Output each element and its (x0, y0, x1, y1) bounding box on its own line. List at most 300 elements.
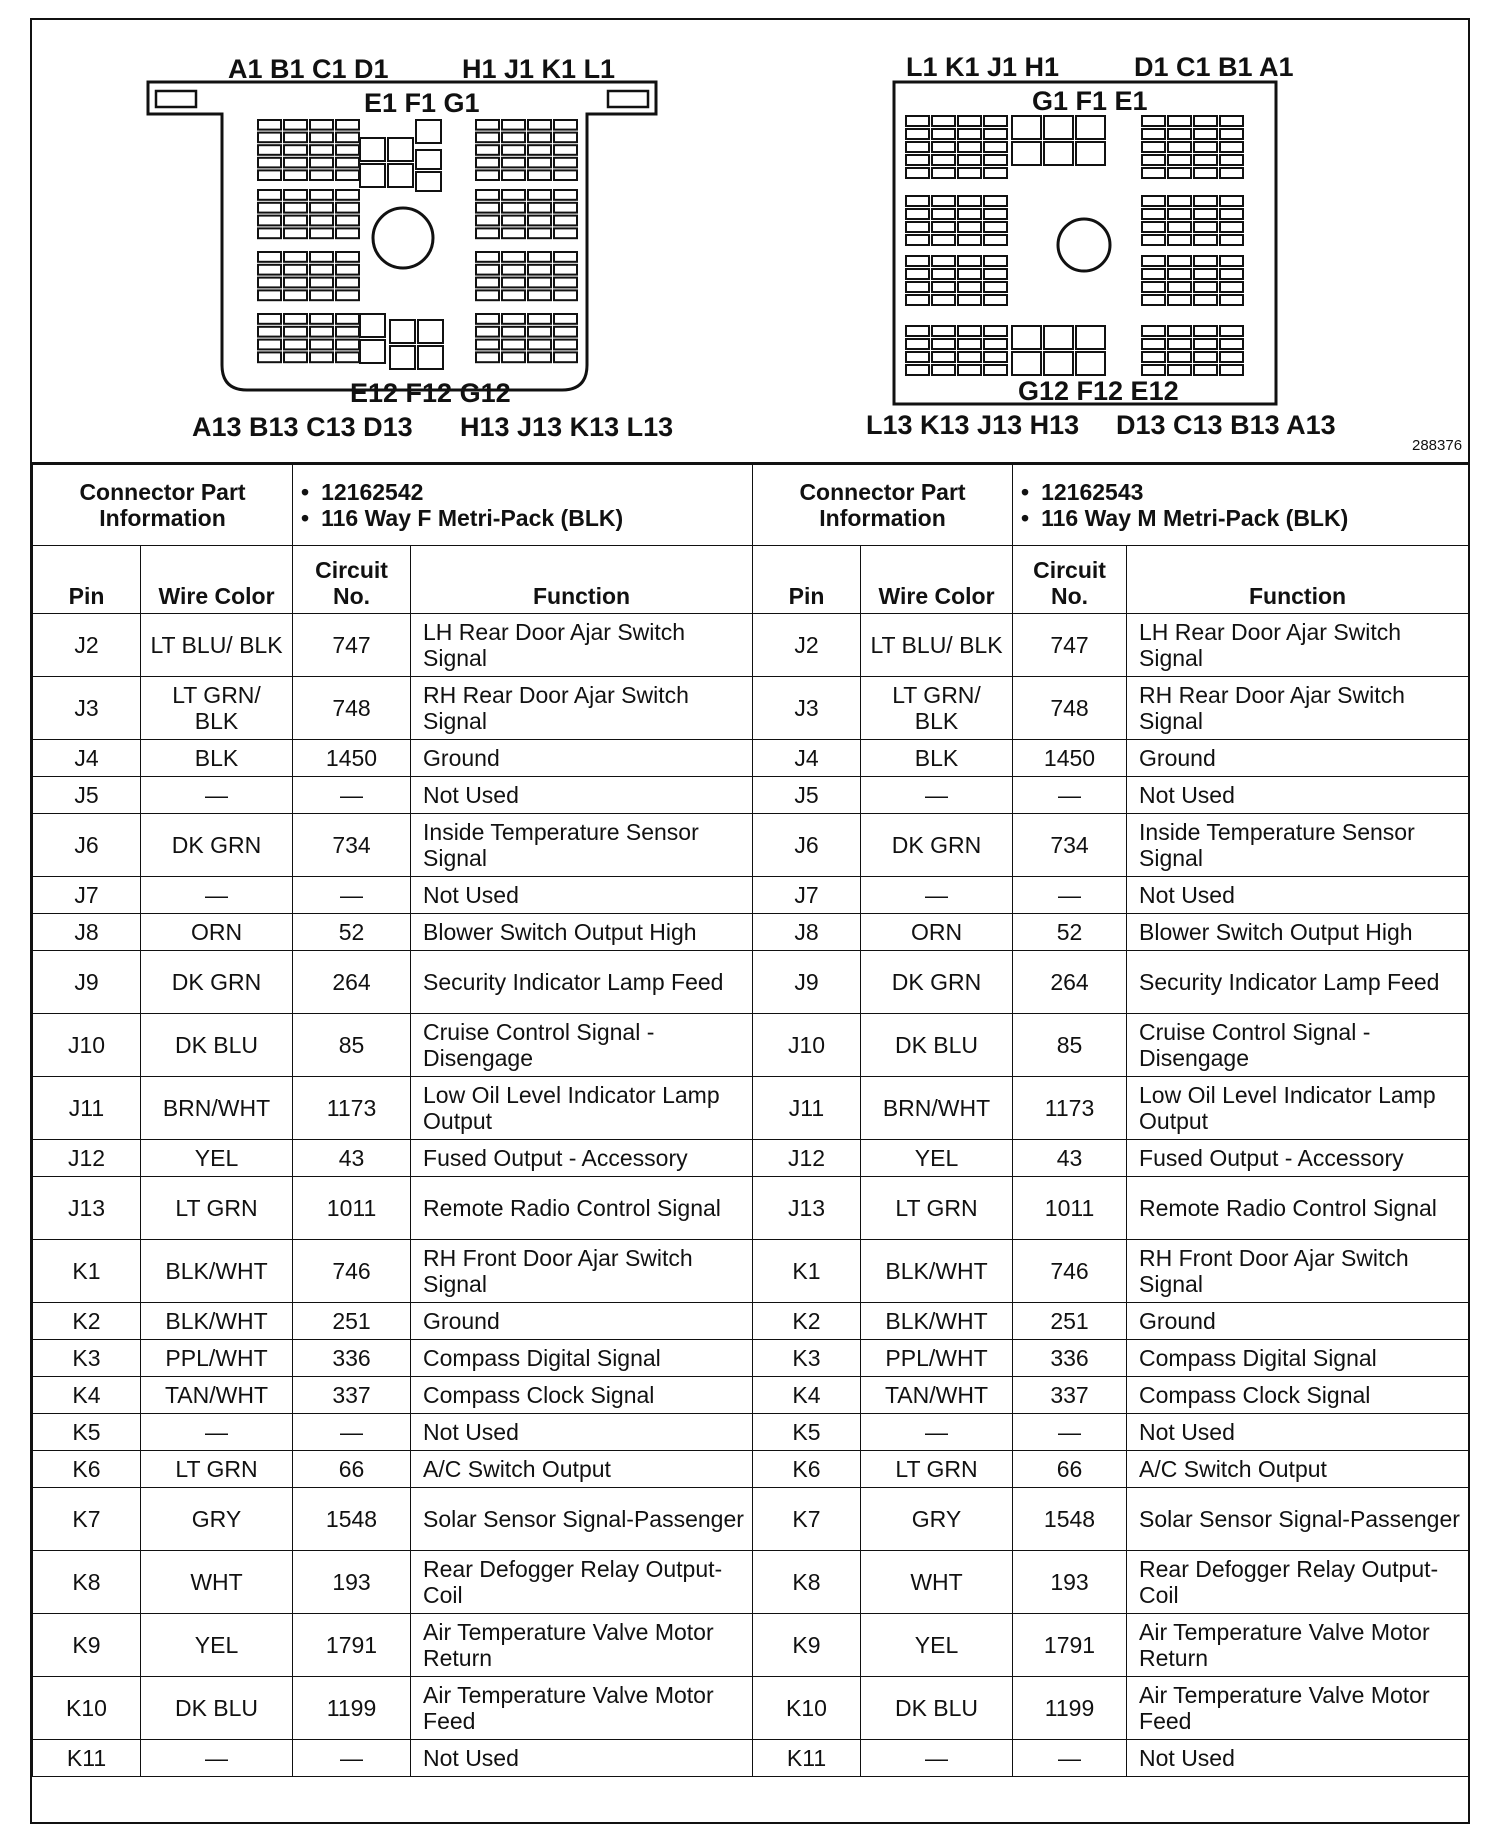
pin-cavity (476, 170, 499, 180)
function-cell: Compass Clock Signal (1127, 1377, 1469, 1414)
left-latch-slot (156, 91, 196, 107)
pin-cavity (932, 295, 955, 305)
function-cell: RH Rear Door Ajar Switch Signal (411, 677, 753, 740)
function-cell: Cruise Control Signal - Disengage (411, 1014, 753, 1077)
pin-cavity (1168, 235, 1191, 245)
pin-cavity (1142, 235, 1165, 245)
pin-cavity (932, 129, 955, 139)
pin-cell: J9 (753, 951, 861, 1014)
pin-cavity (932, 235, 955, 245)
pin-cell: K1 (753, 1240, 861, 1303)
table-row (753, 1340, 1469, 1377)
pin-cavity (1168, 142, 1191, 152)
pin-cavity (258, 327, 281, 337)
wire-color-cell: LT GRN (861, 1177, 1013, 1240)
pin-cavity (476, 278, 499, 288)
circuit-no-cell: 1011 (1013, 1177, 1127, 1240)
wire-color-cell: YEL (861, 1140, 1013, 1177)
pin-cavity (416, 150, 441, 169)
wire-color-cell: DK GRN (141, 814, 293, 877)
pin-cavity (284, 314, 307, 324)
pin-cavity (310, 290, 333, 300)
pin-cavity (932, 222, 955, 232)
pin-cavity (258, 252, 281, 262)
pin-cavity (554, 145, 577, 155)
circuit-no-cell: 747 (293, 614, 411, 677)
pin-cell: K1 (33, 1240, 141, 1303)
pin-cavity (1220, 339, 1243, 349)
pin-cavity (1168, 256, 1191, 266)
pin-cavity (284, 203, 307, 213)
figure-number: 288376 (1412, 437, 1463, 454)
pin-cavity (502, 145, 525, 155)
pin-cell: J3 (753, 677, 861, 740)
female-bottom-center-pin-labels: E12 F12 G12 (350, 378, 511, 408)
pin-cavity (502, 278, 525, 288)
circuit-no-cell: 43 (1013, 1140, 1127, 1177)
connector-info-row (33, 465, 753, 546)
function-cell: Ground (1127, 1303, 1469, 1340)
pin-cavity (502, 120, 525, 130)
table-row (33, 1177, 753, 1240)
pin-cavity (418, 320, 443, 343)
pin-cavity (958, 282, 981, 292)
pin-cavity (336, 228, 359, 238)
pin-cavity (336, 133, 359, 143)
pin-cell: K11 (753, 1740, 861, 1777)
pin-cell: J4 (753, 740, 861, 777)
pin-cavity (502, 133, 525, 143)
circuit-no-cell: 1450 (1013, 740, 1127, 777)
circuit-no-cell: 1548 (293, 1488, 411, 1551)
pin-cavity (932, 209, 955, 219)
pin-cavity (1142, 256, 1165, 266)
pin-cell: J3 (33, 677, 141, 740)
pin-cavity (258, 290, 281, 300)
pin-cavity (1194, 209, 1217, 219)
pin-cavity (310, 158, 333, 168)
pin-cavity (1142, 142, 1165, 152)
pin-cavity (476, 145, 499, 155)
connector-part-details (1013, 465, 1469, 546)
pin-cell: J8 (753, 914, 861, 951)
table-row (33, 814, 753, 877)
pin-cavity (958, 196, 981, 206)
pin-cavity (932, 256, 955, 266)
female-bottom-left-pin-labels: A13 B13 C13 D13 (192, 412, 413, 442)
pin-cell: K8 (753, 1551, 861, 1614)
pin-cavity (528, 314, 551, 324)
table-row (753, 1303, 1469, 1340)
wire-color-cell: BLK (861, 740, 1013, 777)
female-connector-table (32, 464, 753, 1777)
pin-cell: J6 (753, 814, 861, 877)
function-cell: RH Rear Door Ajar Switch Signal (1127, 677, 1469, 740)
pin-cavity (1194, 142, 1217, 152)
pin-cavity (1220, 256, 1243, 266)
pin-cavity (1194, 256, 1217, 266)
circuit-no-cell: 1011 (293, 1177, 411, 1240)
pin-cavity (258, 133, 281, 143)
circuit-no-header: Circuit No. (1013, 546, 1127, 614)
pin-cell: J4 (33, 740, 141, 777)
male-bottom-left-pin-labels: L13 K13 J13 H13 (866, 410, 1080, 440)
male-top-left-pin-labels: L1 K1 J1 H1 (906, 52, 1060, 82)
pin-cavity (476, 216, 499, 226)
pin-cavity (906, 295, 929, 305)
wire-color-cell: TAN/WHT (861, 1377, 1013, 1414)
wire-color-cell: BLK/WHT (141, 1240, 293, 1303)
pin-cell: K7 (33, 1488, 141, 1551)
table-row (753, 1451, 1469, 1488)
pin-cavity (984, 295, 1007, 305)
function-cell: LH Rear Door Ajar Switch Signal (1127, 614, 1469, 677)
pin-cavity (1194, 326, 1217, 336)
table-row (33, 1140, 753, 1177)
pin-cavity (1168, 365, 1191, 375)
wire-color-cell: — (141, 777, 293, 814)
table-row (753, 1740, 1469, 1777)
pin-cavity (906, 326, 929, 336)
pin-cavity (258, 190, 281, 200)
wire-color-cell: GRY (141, 1488, 293, 1551)
table-row (33, 777, 753, 814)
function-header: Function (1127, 546, 1469, 614)
pin-cavity (1220, 352, 1243, 362)
function-cell: Inside Temperature Sensor Signal (1127, 814, 1469, 877)
table-row (33, 951, 753, 1014)
document-frame (30, 18, 1470, 1824)
circuit-no-cell: 264 (293, 951, 411, 1014)
wire-color-cell: LT GRN (141, 1451, 293, 1488)
pin-cavity (528, 145, 551, 155)
wire-color-cell: DK BLU (861, 1014, 1013, 1077)
pin-cavity (932, 282, 955, 292)
pin-cavity (336, 327, 359, 337)
male-connector-face (894, 82, 1276, 404)
pin-cavity (528, 190, 551, 200)
pin-cavity (502, 190, 525, 200)
pin-cavity (906, 269, 929, 279)
pin-cavity (336, 352, 359, 362)
pin-cavity (476, 340, 499, 350)
table-row (33, 914, 753, 951)
pin-cavity (906, 352, 929, 362)
pin-cavity (310, 170, 333, 180)
pin-cavity (476, 228, 499, 238)
pin-cavity (284, 216, 307, 226)
pin-cavity (336, 290, 359, 300)
table-row (753, 614, 1469, 677)
function-cell: Ground (411, 1303, 753, 1340)
wire-color-cell: — (141, 1414, 293, 1451)
pin-cavity (1012, 116, 1041, 139)
male-top-center-pin-labels: G1 F1 E1 (1032, 86, 1148, 116)
pin-cavity (984, 282, 1007, 292)
table-row (753, 1377, 1469, 1414)
function-cell: Ground (411, 740, 753, 777)
function-cell: Compass Digital Signal (1127, 1340, 1469, 1377)
center-post (1058, 219, 1110, 271)
female-top-right-pin-labels: H1 J1 K1 L1 (462, 54, 616, 84)
connector-diagram-svg (32, 20, 1468, 462)
table-row (753, 814, 1469, 877)
wire-color-cell: GRY (861, 1488, 1013, 1551)
pin-cavity (554, 133, 577, 143)
pin-cavity (284, 133, 307, 143)
pin-cavity (502, 170, 525, 180)
table-row (753, 877, 1469, 914)
pin-cavity (1220, 295, 1243, 305)
pin-cell: K6 (753, 1451, 861, 1488)
connector-part-details (293, 465, 753, 546)
pin-cell: J2 (33, 614, 141, 677)
pin-cavity (1168, 222, 1191, 232)
circuit-no-cell: 734 (293, 814, 411, 877)
function-cell: Fused Output - Accessory (411, 1140, 753, 1177)
circuit-no-cell: 1548 (1013, 1488, 1127, 1551)
pin-cavity (984, 222, 1007, 232)
pin-cavity (528, 203, 551, 213)
pin-cavity (1142, 365, 1165, 375)
pin-cavity (310, 216, 333, 226)
function-header: Function (411, 546, 753, 614)
pin-cavity (360, 138, 385, 161)
center-post (373, 208, 433, 268)
pin-cavity (984, 155, 1007, 165)
pin-cavity (528, 133, 551, 143)
pin-cavity (1012, 142, 1041, 165)
circuit-no-cell: — (293, 877, 411, 914)
function-cell: Security Indicator Lamp Feed (1127, 951, 1469, 1014)
pin-cavity (958, 155, 981, 165)
pin-cell: J13 (753, 1177, 861, 1240)
pin-cell: J11 (753, 1077, 861, 1140)
table-row (753, 1414, 1469, 1451)
pin-cavity (1194, 129, 1217, 139)
wire-color-cell: PPL/WHT (141, 1340, 293, 1377)
pin-cavity (932, 116, 955, 126)
pin-cell: K9 (753, 1614, 861, 1677)
pin-cavity (258, 203, 281, 213)
wire-color-cell: WHT (141, 1551, 293, 1614)
pin-cavity (1220, 168, 1243, 178)
pin-cavity (984, 235, 1007, 245)
pin-cavity (932, 269, 955, 279)
pin-cavity (336, 252, 359, 262)
function-cell: Not Used (411, 1740, 753, 1777)
pin-cavity (1194, 235, 1217, 245)
pin-cavity (310, 314, 333, 324)
pin-cell: J7 (33, 877, 141, 914)
pin-cavity (258, 228, 281, 238)
pin-cavity (1220, 142, 1243, 152)
pin-cell: J12 (753, 1140, 861, 1177)
pin-cell: K3 (33, 1340, 141, 1377)
circuit-no-cell: 1791 (1013, 1614, 1127, 1677)
pin-cavity (554, 170, 577, 180)
pin-cavity (284, 158, 307, 168)
pin-cavity (984, 269, 1007, 279)
pin-cavity (1142, 339, 1165, 349)
pin-cavity (336, 170, 359, 180)
pin-cavity (906, 365, 929, 375)
function-cell: Not Used (1127, 1414, 1469, 1451)
pin-cavity (984, 365, 1007, 375)
table-row (33, 1014, 753, 1077)
pin-cavity (1142, 155, 1165, 165)
wire-color-cell: BLK/WHT (861, 1240, 1013, 1303)
pin-cavity (1168, 196, 1191, 206)
pin-cavity (310, 228, 333, 238)
circuit-no-cell: — (1013, 1414, 1127, 1451)
pin-cavity (360, 340, 385, 363)
function-cell: Not Used (411, 1414, 753, 1451)
pin-cavity (554, 265, 577, 275)
pin-cavity (906, 155, 929, 165)
pin-cavity (1194, 196, 1217, 206)
pin-cavity (502, 158, 525, 168)
pin-cavity (476, 190, 499, 200)
pin-cavity (528, 352, 551, 362)
pin-cavity (1220, 326, 1243, 336)
table-row (753, 1240, 1469, 1303)
pin-cavity (906, 196, 929, 206)
pin-cavity (1142, 209, 1165, 219)
pin-cell: J6 (33, 814, 141, 877)
wire-color-header: Wire Color (861, 546, 1013, 614)
pin-header: Pin (33, 546, 141, 614)
pin-cell: K4 (753, 1377, 861, 1414)
pin-cavity (554, 120, 577, 130)
wire-color-cell: WHT (861, 1551, 1013, 1614)
circuit-no-cell: 66 (1013, 1451, 1127, 1488)
table-row (33, 1240, 753, 1303)
circuit-no-cell: 1173 (1013, 1077, 1127, 1140)
wire-color-cell: DK BLU (141, 1014, 293, 1077)
circuit-no-cell: 43 (293, 1140, 411, 1177)
pin-cavity (1142, 269, 1165, 279)
pin-cavity (502, 340, 525, 350)
pin-cavity (1194, 269, 1217, 279)
pin-cavity (1220, 235, 1243, 245)
part-number: • 12162542 (301, 479, 744, 505)
circuit-no-cell: 746 (293, 1240, 411, 1303)
table-row (753, 1614, 1469, 1677)
pin-cavity (528, 265, 551, 275)
pin-cavity (932, 365, 955, 375)
table-row (33, 1340, 753, 1377)
table-row (753, 1551, 1469, 1614)
pin-cavity (284, 145, 307, 155)
pin-cavity (1220, 209, 1243, 219)
pin-cavity (310, 190, 333, 200)
pin-cavity (476, 265, 499, 275)
table-row (753, 1014, 1469, 1077)
pin-cavity (476, 133, 499, 143)
pin-cavity (418, 346, 443, 369)
pin-cavity (958, 365, 981, 375)
circuit-no-header: Circuit No. (293, 546, 411, 614)
function-cell: Air Temperature Valve Motor Return (1127, 1614, 1469, 1677)
function-cell: Rear Defogger Relay Output-Coil (411, 1551, 753, 1614)
pin-cavity (1220, 129, 1243, 139)
wire-color-cell: — (141, 877, 293, 914)
pin-cavity (1044, 352, 1073, 375)
pin-cavity (1194, 365, 1217, 375)
pin-cavity (390, 346, 415, 369)
circuit-no-cell: 336 (1013, 1340, 1127, 1377)
pin-cavity (284, 252, 307, 262)
circuit-no-cell: 52 (1013, 914, 1127, 951)
pin-cavity (336, 145, 359, 155)
pin-cavity (1168, 209, 1191, 219)
function-cell: Not Used (411, 877, 753, 914)
pin-cavity (528, 340, 551, 350)
pin-cavity (1012, 326, 1041, 349)
pin-cavity (554, 190, 577, 200)
pin-cavity (984, 142, 1007, 152)
table-row (753, 740, 1469, 777)
pin-cavity (502, 290, 525, 300)
table-row (33, 1614, 753, 1677)
pin-cavity (502, 216, 525, 226)
pin-cavity (1044, 326, 1073, 349)
function-cell: Compass Clock Signal (411, 1377, 753, 1414)
wire-color-cell: YEL (861, 1614, 1013, 1677)
table-row (753, 1488, 1469, 1551)
pin-cavity (310, 340, 333, 350)
pin-cell: K4 (33, 1377, 141, 1414)
pin-cavity (958, 168, 981, 178)
function-cell: RH Front Door Ajar Switch Signal (1127, 1240, 1469, 1303)
pin-cavity (554, 327, 577, 337)
female-top-left-pin-labels: A1 B1 C1 D1 (228, 54, 389, 84)
pin-cavity (1142, 168, 1165, 178)
pin-cavity (906, 116, 929, 126)
wire-color-cell: TAN/WHT (141, 1377, 293, 1414)
pin-cavity (284, 170, 307, 180)
pin-cell: K7 (753, 1488, 861, 1551)
circuit-no-cell: 1199 (293, 1677, 411, 1740)
pin-cavity (984, 196, 1007, 206)
wire-color-cell: DK GRN (861, 951, 1013, 1014)
pin-cell: J10 (753, 1014, 861, 1077)
pin-cavity (932, 339, 955, 349)
pin-cavity (336, 158, 359, 168)
wire-color-cell: BLK/WHT (141, 1303, 293, 1340)
pin-cavity (958, 256, 981, 266)
function-cell: Not Used (1127, 1740, 1469, 1777)
pin-cavity (958, 235, 981, 245)
function-cell: Air Temperature Valve Motor Feed (1127, 1677, 1469, 1740)
pin-cavity (258, 340, 281, 350)
pin-cavity (1142, 222, 1165, 232)
pin-cavity (360, 314, 385, 337)
circuit-no-cell: 66 (293, 1451, 411, 1488)
wire-color-cell: BLK/WHT (861, 1303, 1013, 1340)
wire-color-cell: LT BLU/ BLK (141, 614, 293, 677)
pin-cavity (1142, 282, 1165, 292)
pin-cell: J13 (33, 1177, 141, 1240)
wire-color-cell: — (861, 877, 1013, 914)
function-cell: Air Temperature Valve Motor Return (411, 1614, 753, 1677)
table-row (753, 914, 1469, 951)
connector-info-label: Connector Part Information (753, 465, 1013, 546)
pin-cavity (1220, 269, 1243, 279)
pin-cavity (476, 314, 499, 324)
function-cell: Remote Radio Control Signal (411, 1177, 753, 1240)
